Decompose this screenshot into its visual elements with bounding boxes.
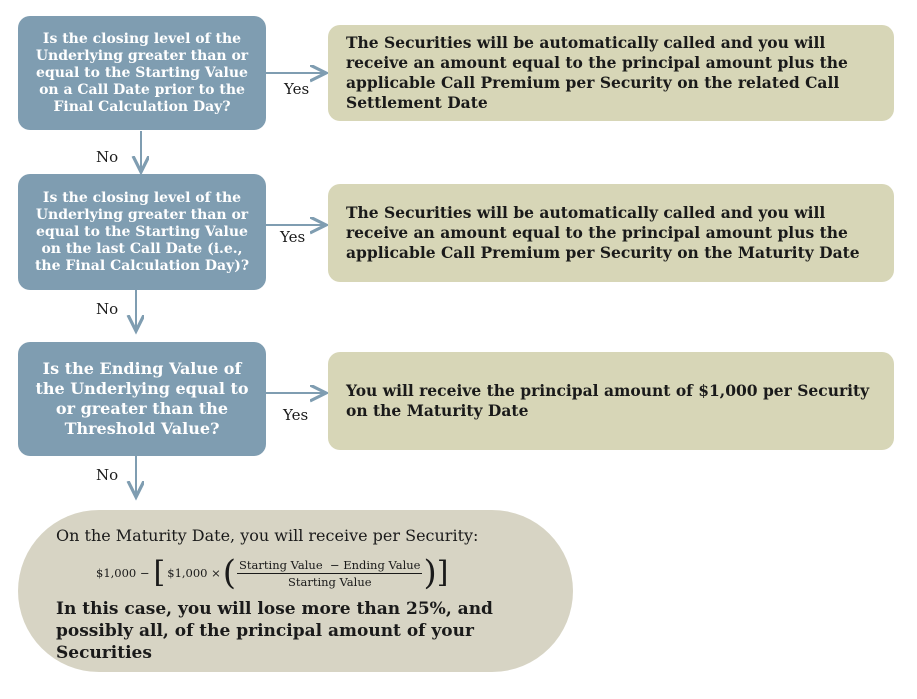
question-2-text: Is the closing level of the Underlying greater than or equal to the Starting Value on the last Call Date (i.e., the Final Calculation Day)? xyxy=(34,189,250,274)
question-box-1 xyxy=(18,16,266,130)
formula-inner: $1,000 × xyxy=(167,566,221,580)
formula-bracket-open: [ xyxy=(153,555,166,590)
outcome-3-text: You will receive the principal amount of $1,000 per Security on the Maturity Date xyxy=(346,381,870,420)
yes-label-2: Yes xyxy=(280,228,306,246)
question-3-text: Is the Ending Value of the Underlying equal to or greater than the Threshold Value? xyxy=(35,359,249,438)
outcome-2-text: The Securities will be automatically called and you will receive an amount equal to the principal amount plus the applicable Call Premium per Security on the Maturity Date xyxy=(346,203,860,262)
question-box-3 xyxy=(18,342,266,456)
formula-paren-close: ) xyxy=(423,553,437,593)
formula-fraction xyxy=(237,558,422,589)
no-label-2: No xyxy=(96,300,119,318)
loss-warning: In this case, you will lose more than 25%, and possibly all, of the principal amount of your Securities xyxy=(56,599,493,663)
yes-label-1: Yes xyxy=(284,80,310,98)
outcome-box-2 xyxy=(328,184,894,282)
yes-label-3: Yes xyxy=(283,406,309,424)
outcome-box-3 xyxy=(328,352,894,450)
formula-numerator: Starting Value − Ending Value xyxy=(239,557,421,572)
formula-bracket-close: ] xyxy=(436,555,449,590)
outcome-1-text: The Securities will be automatically called and you will receive an amount equal to the principal amount plus the applicable Call Premium per Security on the related Call Settlement Date xyxy=(346,33,848,112)
final-outcome-box xyxy=(18,510,573,672)
formula-paren-open: ( xyxy=(222,553,237,593)
outcome-box-1 xyxy=(328,25,894,121)
formula-denominator: Starting Value xyxy=(287,574,372,589)
question-box-2 xyxy=(18,174,266,290)
question-1-text: Is the closing level of the Underlying greater than or equal to the Starting Value on a Call Date prior to the Final Calculation Day? xyxy=(35,30,249,115)
payout-formula xyxy=(96,553,543,593)
no-label-1: No xyxy=(96,148,119,166)
no-label-3: No xyxy=(96,466,119,484)
final-intro: On the Maturity Date, you will receive per Security: xyxy=(56,526,479,545)
formula-lead: $1,000 − xyxy=(96,566,150,580)
